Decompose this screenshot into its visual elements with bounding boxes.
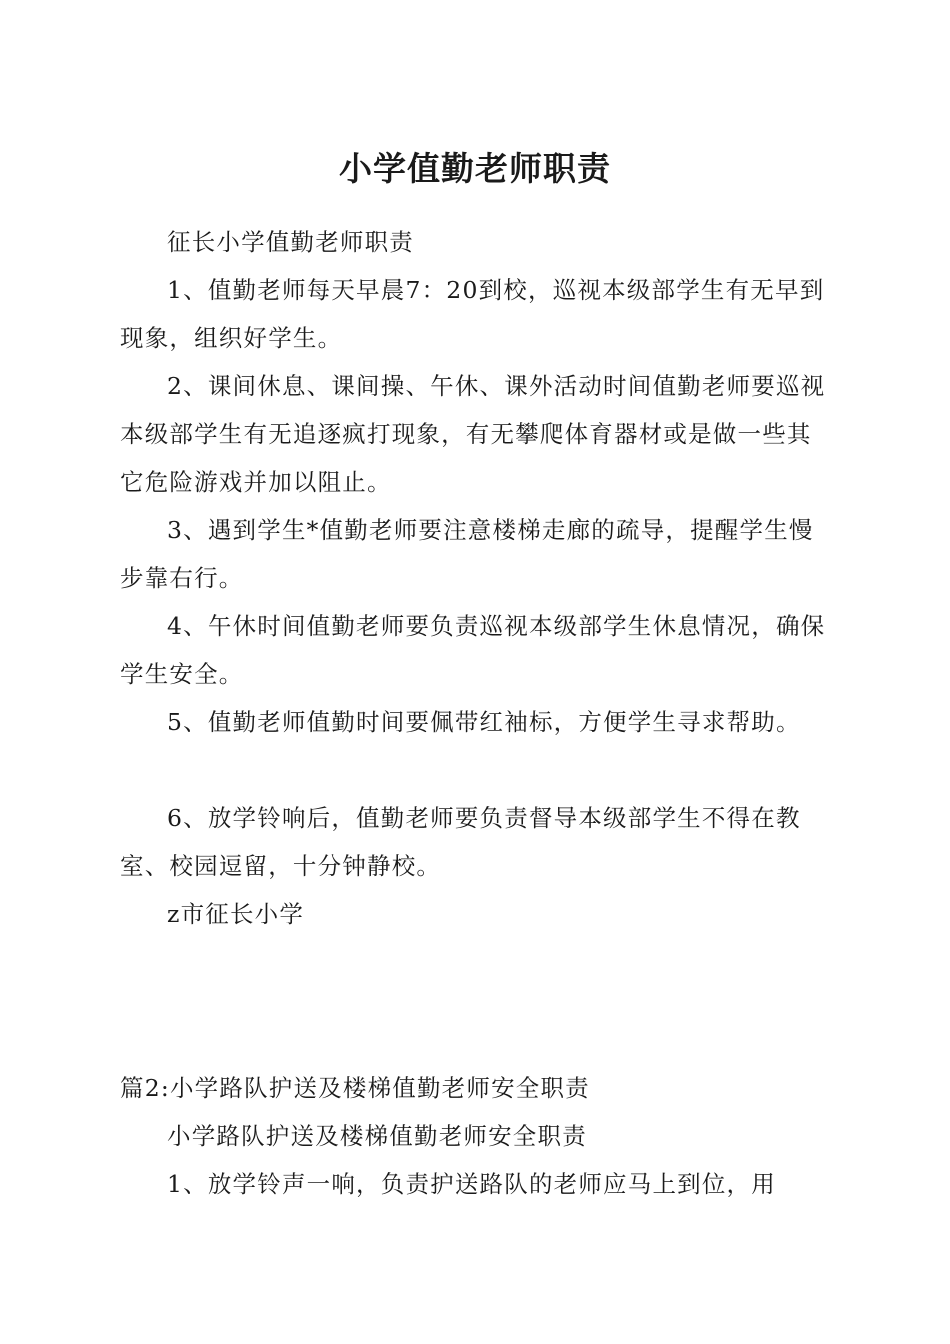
- duty-item-2: 2、课间休息、课间操、午休、课外活动时间值勤老师要巡视本级部学生有无追逐疯打现象，有无攀爬体育器材或是做一些其它危险游戏并加以阻止。: [120, 372, 826, 496]
- duty-item-6: 6、放学铃响后，值勤老师要负责督导本级部学生不得在教室、校园逗留，十分钟静校。: [120, 804, 801, 880]
- section-2-item-1: 1、放学铃声一响，负责护送路队的老师应马上到位，用: [167, 1170, 776, 1198]
- section-1: [120, 218, 835, 938]
- section-2: [120, 1064, 835, 1208]
- duty-item-3: 3、遇到学生*值勤老师要注意楼梯走廊的疏导，提醒学生慢步靠右行。: [120, 516, 814, 592]
- duty-item-4: 4、午休时间值勤老师要负责巡视本级部学生休息情况，确保学生安全。: [120, 612, 826, 688]
- duty-item-1: 1、值勤老师每天早晨7：20到校，巡视本级部学生有无早到现象，组织好学生。: [120, 276, 825, 352]
- section-2-heading: 篇2:小学路队护送及楼梯值勤老师安全职责: [120, 1074, 590, 1102]
- section-1-signature: z市征长小学: [167, 900, 305, 928]
- section-1-subtitle: 征长小学值勤老师职责: [167, 228, 414, 256]
- section-2-subtitle: 小学路队护送及楼梯值勤老师安全职责: [167, 1122, 587, 1150]
- duty-item-5: 5、值勤老师值勤时间要佩带红袖标，方便学生寻求帮助。: [167, 708, 801, 736]
- document-title: 小学值勤老师职责: [339, 149, 611, 188]
